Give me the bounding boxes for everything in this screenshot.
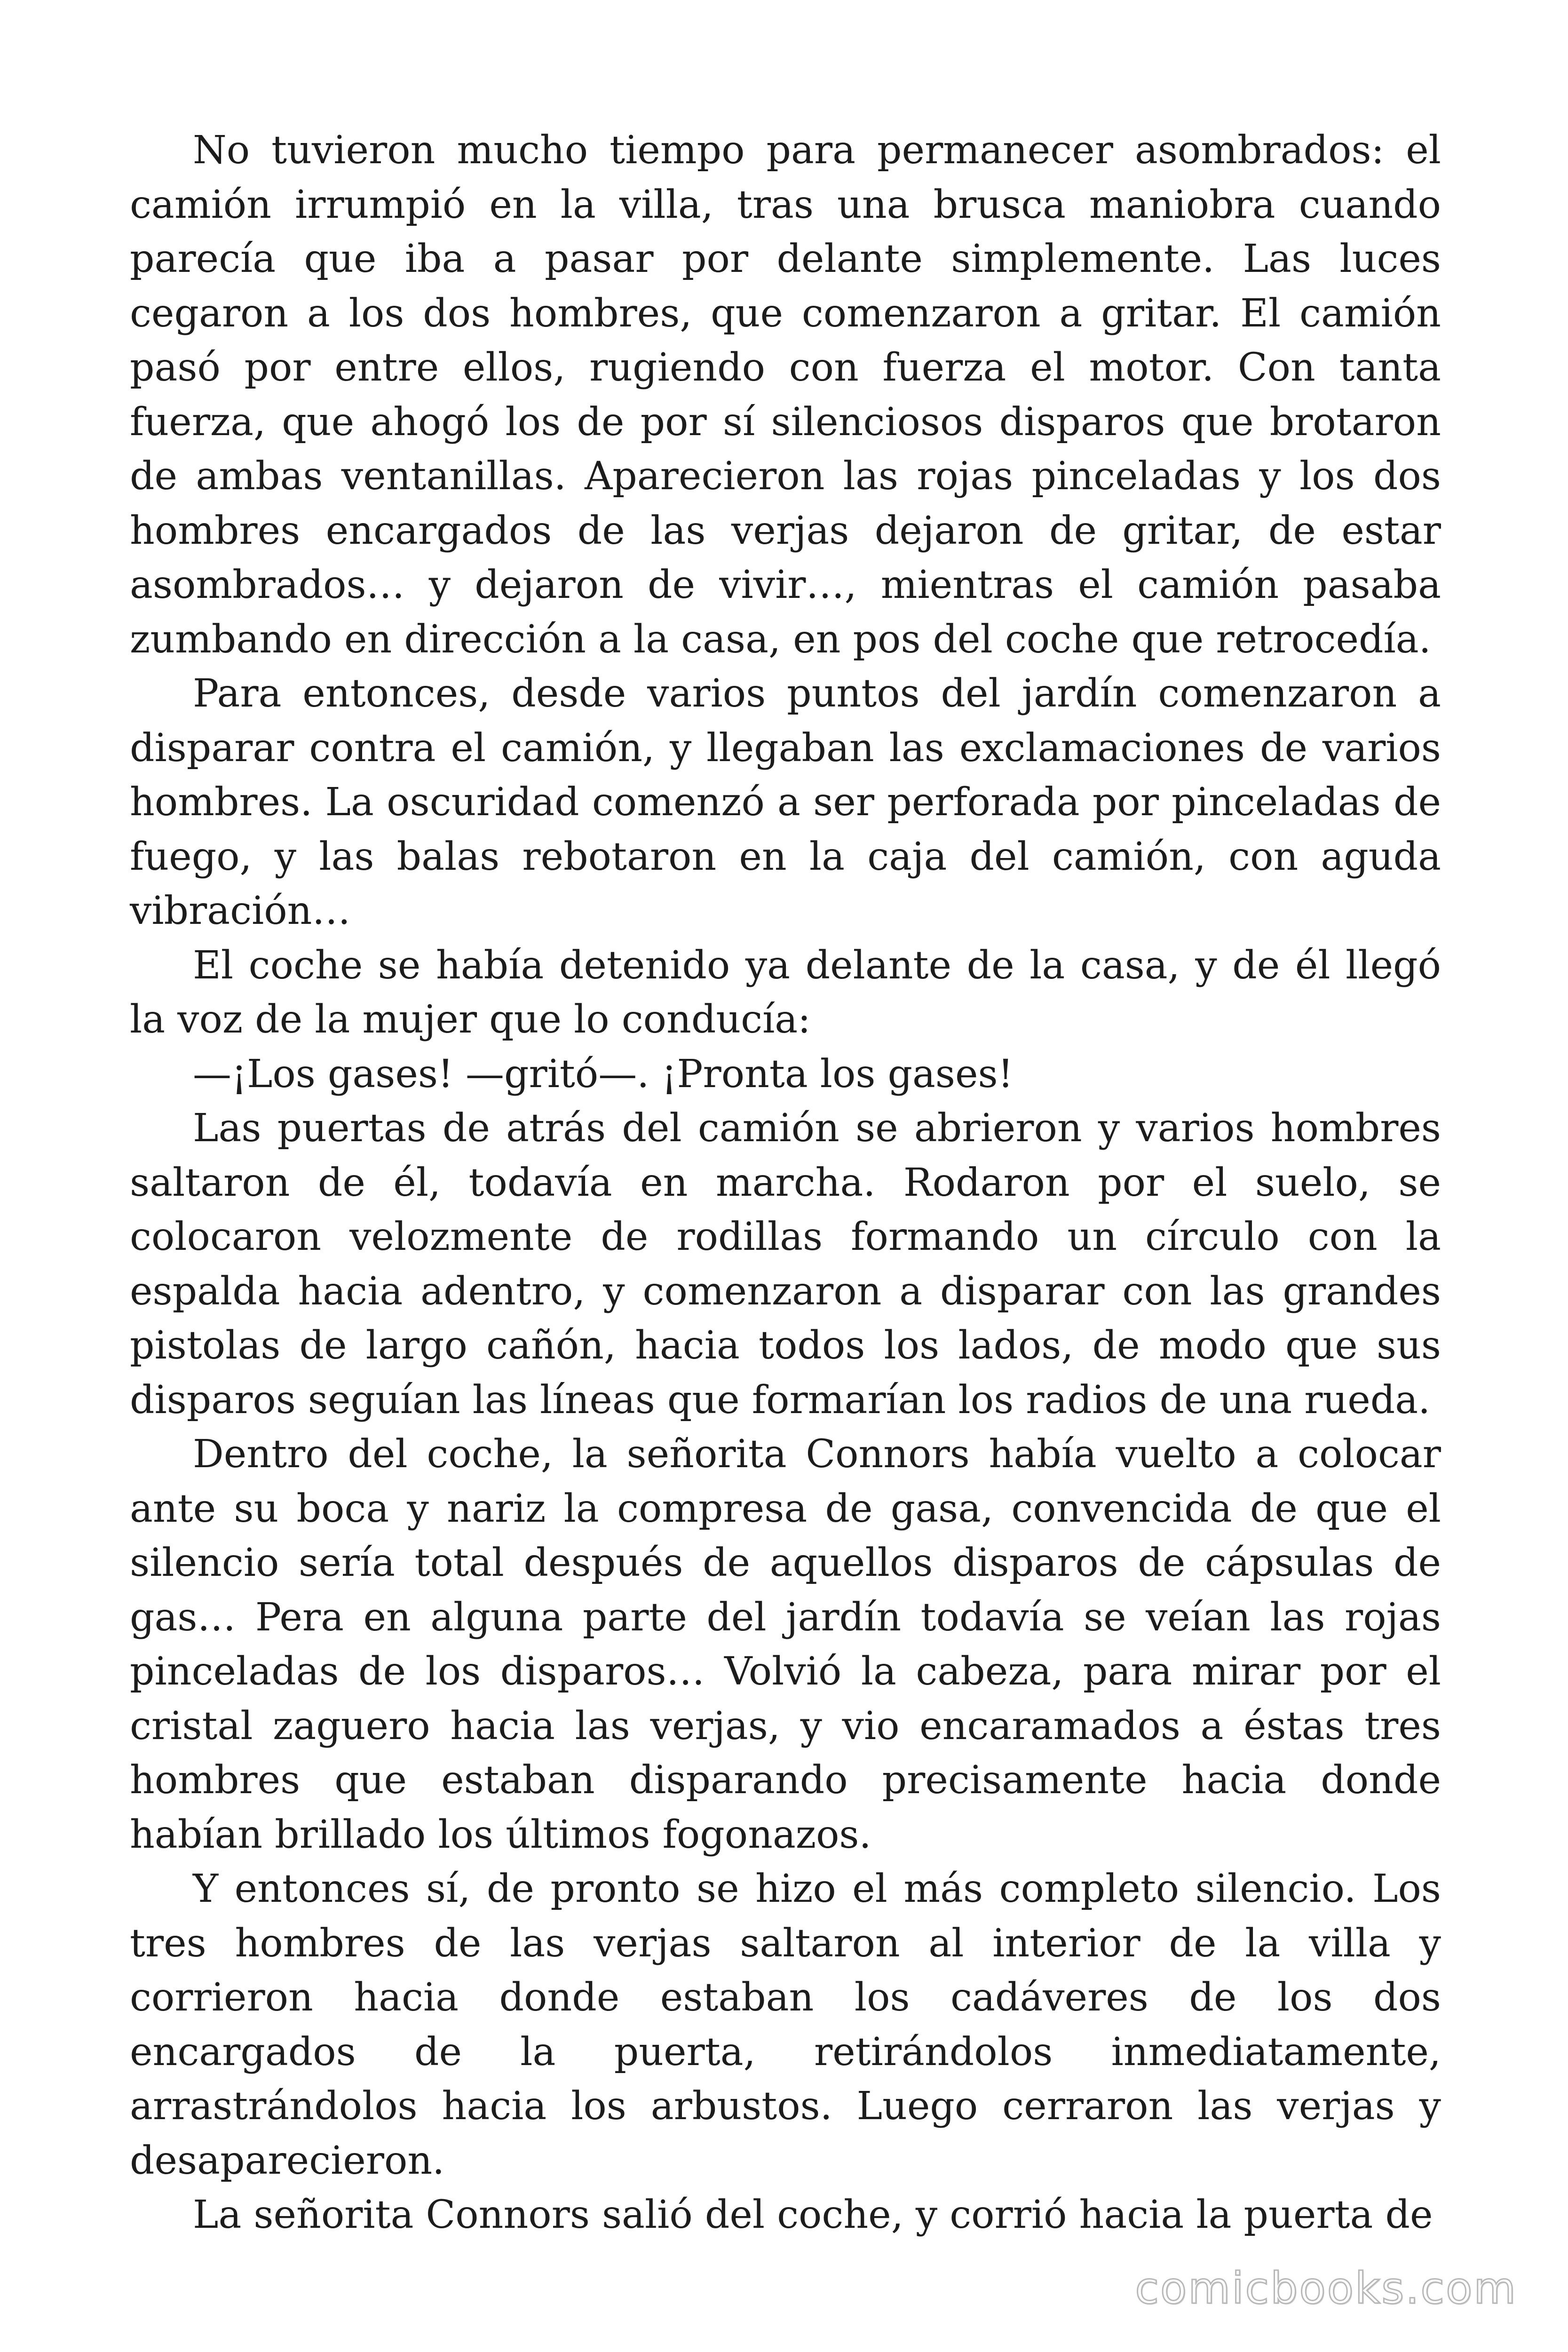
paragraph-8-last-line: La señorita Connors salió del coche, y corrió hacia la puerta de xyxy=(193,2193,1433,2237)
paragraph-4-dialogue: —¡Los gases! —gritó—. ¡Pronta los gases! xyxy=(193,1051,1014,1097)
watermark: comicbooks.com xyxy=(1135,2263,1517,2313)
paragraph-1: No tuvieron mucho tiempo para permanecer asombrados: el camión irrumpió en la villa, tras una brusca maniobra cuando parecía que iba a pasar por delante simplemente. Las luces cegaron a los dos hombres, que comenzaron a gritar. El camión pasó por entre ellos, rugiendo con fuerza el motor. Con tanta fuerza, que ahogó los de por sí silenciosos disparos que brotaron de ambas ventanillas. Aparecieron las rojas pinceladas y los dos hombres encargados de las verjas dejaron de gritar, de estar asombrados… y dejaron de vivir…, mientras el camión pasaba zumbando en dirección a la casa, en pos del coche que retrocedía. xyxy=(130,128,1441,662)
paragraph-6: Dentro del coche, la señorita Connors había vuelto a colocar ante su boca y nariz la compresa de gasa, convencida de que el silencio sería total después de aquellos disparos de cápsulas de gas… Pera en alguna parte del jardín todavía se veían las rojas pinceladas de los disparos… Volvió la cabeza, para mirar por el cristal zaguero hacia las verjas, y vio encaramados a éstas tres hombres que estaban disparando precisamente hacia donde habían brillado los últimos fogonazos. xyxy=(130,1432,1441,1857)
paragraph-5: Las puertas de atrás del camión se abrieron y varios hombres saltaron de él, todavía en marcha. Rodaron por el suelo, se colocaron velozmente de rodillas formando un círculo con la espalda hacia adentro, y comenzaron a disparar con las grandes pistolas de largo cañón, hacia todos los lados, de modo que sus disparos seguían las líneas que formarían los radios de una rueda. xyxy=(130,1106,1441,1422)
paragraph-7: Y entonces sí, de pronto se hizo el más completo silencio. Los tres hombres de las verjas saltaron al interior de la villa y corrieron hacia donde estaban los cadáveres de los dos encargados de la puerta, retirándolos inmediatamente, arrastrándolos hacia los arbustos. Luego cerraron las verjas y desaparecieron. xyxy=(130,1867,1441,2183)
body-text xyxy=(130,123,1441,2242)
paragraph-2: Para entonces, desde varios puntos del jardín comenzaron a disparar contra el camión, y llegaban las exclamaciones de varios hombres. La oscuridad comenzó a ser perforada por pinceladas de fuego, y las balas rebotaron en la caja del camión, con aguda vibración… xyxy=(130,671,1441,933)
paragraph-3: El coche se había detenido ya delante de la casa, y de él llegó la voz de la mujer que lo conducía: xyxy=(130,943,1441,1042)
